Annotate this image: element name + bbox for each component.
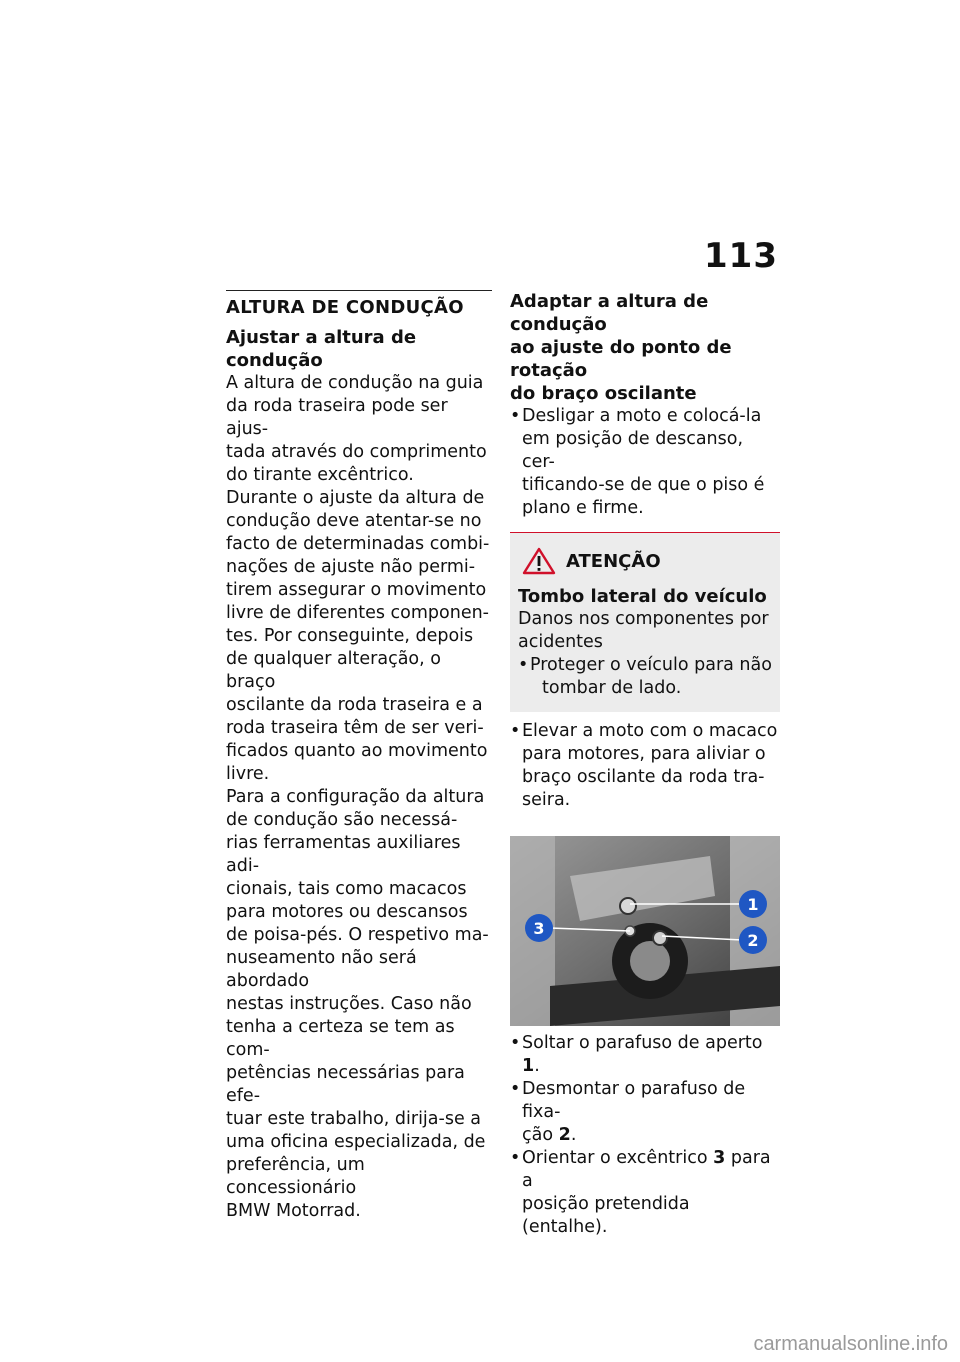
step-punct: .: [570, 1125, 577, 1145]
text-line: condução deve atentar-se no: [226, 511, 482, 531]
right-column: [510, 290, 780, 1239]
text-line: ficados quanto ao movimento: [226, 741, 488, 761]
text-line: da roda traseira pode ser ajus-: [226, 396, 448, 439]
text-line: Proteger o veículo para não: [530, 655, 772, 675]
text-line: Durante o ajuste da altura de: [226, 488, 485, 508]
text-line: livre.: [226, 764, 270, 784]
text-line: Elevar a moto com o macaco: [522, 721, 778, 741]
text-line: de qualquer alteração, o braço: [226, 649, 441, 692]
text-line: para motores ou descansos: [226, 902, 468, 922]
text-line: [522, 1124, 780, 1147]
text-line: tuar este trabalho, dirija-se a: [226, 1109, 482, 1129]
text-line: livre de diferentes componen-: [226, 603, 489, 623]
figure-photo: [510, 836, 780, 1026]
swingarm-pivot-photo: [510, 836, 780, 1026]
warning-title: Tombo lateral do veículo: [518, 586, 767, 607]
section-title: ALTURA DE CONDUÇÃO: [226, 297, 464, 318]
warning-triangle-icon: [522, 547, 556, 575]
text-line: A altura de condução na guia: [226, 373, 484, 393]
text-line: petências necessárias para efe-: [226, 1063, 465, 1106]
text-line: tificando-se de que o piso é: [522, 475, 765, 495]
bullet-icon: •: [510, 721, 521, 741]
bullet-icon: •: [518, 655, 529, 675]
section-rule: [226, 290, 492, 291]
text-line: tada através do comprimento: [226, 442, 487, 462]
warning-bullet-list: [518, 654, 772, 700]
watermark-text[interactable]: carmanualsonline.info: [753, 1333, 948, 1355]
left-column: [226, 290, 492, 1223]
text-line: posição pretendida (entalhe).: [522, 1194, 690, 1237]
text-line: tombar de lado.: [542, 678, 682, 698]
bullet-icon: •: [510, 1148, 521, 1168]
step-number: 1: [522, 1056, 535, 1076]
text-line: rias ferramentas auxiliares adi-: [226, 833, 461, 876]
text-line: para motores, para aliviar o: [522, 744, 766, 764]
callout-3: [525, 914, 553, 942]
paragraph-1: [226, 372, 492, 487]
text-line: tenha a certeza se tem as com-: [226, 1017, 455, 1060]
step-text: para a: [522, 1148, 771, 1191]
step-list-1: [510, 405, 780, 520]
page-number: 113: [704, 236, 778, 276]
procedure-title: [510, 290, 780, 405]
text-line: em posição de descanso, cer-: [522, 429, 744, 472]
step-item: [510, 405, 780, 520]
text-line: [522, 1147, 780, 1193]
callout-2: [739, 926, 767, 954]
step-item: [510, 1078, 780, 1147]
text-line: uma oficina especializada, de: [226, 1132, 486, 1152]
text-line: de poisa-pés. O respetivo ma-: [226, 925, 489, 945]
text-line: nuseamento não será abordado: [226, 948, 417, 991]
callout-label: 1: [747, 895, 759, 914]
title-line: ao ajuste do ponto de rotação: [510, 337, 732, 381]
step-text: Orientar o excêntrico: [522, 1148, 714, 1168]
text-line: do tirante excêntrico.: [226, 465, 414, 485]
text-line: plano e firme.: [522, 498, 644, 518]
warning-header: [522, 547, 772, 575]
callout-label: 3: [533, 919, 545, 938]
text-line: preferência, um concessionário: [226, 1155, 365, 1198]
bullet-icon: •: [510, 1033, 521, 1053]
step-number: 2: [558, 1125, 571, 1145]
text-line: braço oscilante da roda tra-: [522, 767, 765, 787]
step-punct: .: [534, 1056, 540, 1076]
text-line: tes. Por conseguinte, depois: [226, 626, 474, 646]
step-item: [510, 720, 780, 812]
paragraph-2: [226, 487, 492, 786]
text-line: tirem assegurar o movimento: [226, 580, 487, 600]
warning-text-line: acidentes: [518, 632, 603, 652]
text-line: facto de determinadas combi-: [226, 534, 490, 554]
text-line: de condução são necessá-: [226, 810, 458, 830]
callout-1: [739, 890, 767, 918]
bullet-icon: •: [510, 1079, 521, 1099]
text-line: Desligar a moto e colocá-la: [522, 406, 762, 426]
step-list-3: [510, 1032, 780, 1239]
step-text: ção: [522, 1125, 559, 1145]
title-line: do braço oscilante: [510, 383, 697, 404]
step-item: [510, 1147, 780, 1239]
step-number: 3: [713, 1148, 726, 1168]
text-line: Para a configuração da altura: [226, 787, 485, 807]
title-line: Adaptar a altura de condução: [510, 291, 709, 335]
text-line: oscilante da roda traseira e a: [226, 695, 483, 715]
text-line: Desmontar o parafuso de fixa-: [522, 1079, 746, 1122]
text-line: BMW Motorrad.: [226, 1201, 361, 1221]
text-line: nestas instruções. Caso não: [226, 994, 472, 1014]
text-line: seira.: [522, 790, 571, 810]
text-line: nações de ajuste não permi-: [226, 557, 476, 577]
callout-label: 2: [747, 931, 759, 950]
sub-title: Ajustar a altura de condução: [226, 327, 417, 371]
paragraph-3: [226, 786, 492, 1223]
step-item: [510, 1032, 780, 1078]
warning-bullet-item: [518, 654, 772, 700]
warning-box: [510, 532, 780, 712]
text-line: roda traseira têm de ser veri-: [226, 718, 484, 738]
warning-label: ATENÇÃO: [566, 550, 661, 572]
text-line: cionais, tais como macacos: [226, 879, 467, 899]
step-text: Soltar o parafuso de aperto: [522, 1033, 763, 1053]
step-list-2: [510, 720, 780, 812]
warning-text-line: Danos nos componentes por: [518, 609, 769, 629]
bullet-icon: •: [510, 406, 521, 426]
